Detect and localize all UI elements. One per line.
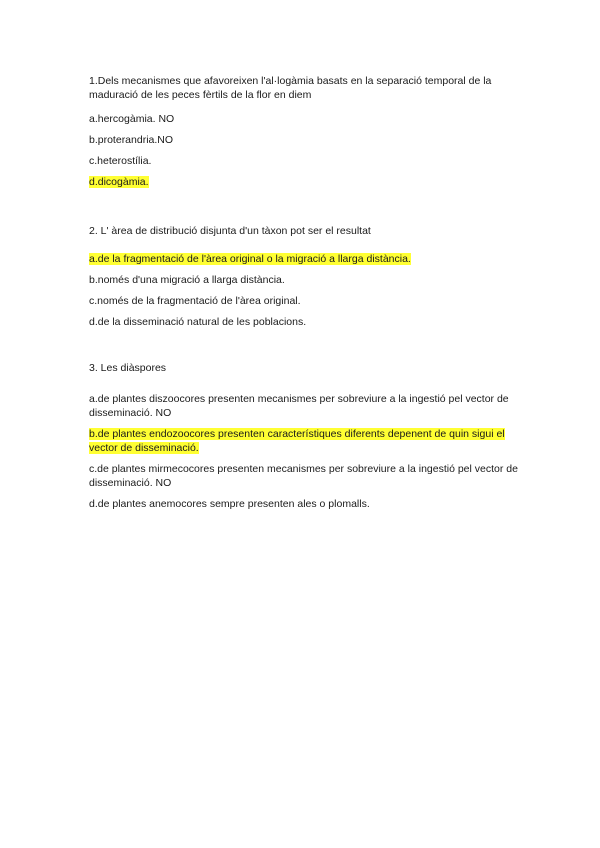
question-2-option-c: c.només de la fragmentació de l'àrea original. [89,295,301,307]
question-3 [89,361,529,518]
highlighted-answer: d.dicogàmia. [89,176,149,188]
question-2 [89,224,529,336]
question-3-title: 3. Les diàspores [89,362,167,374]
question-3-option-b [89,427,529,455]
question-2-title: 2. L' àrea de distribució disjunta d'un tàxon pot ser el resultat [89,225,371,237]
question-1-title: 1.Dels mecanismes que afavoreixen l'al·logàmia basats en la separació temporal de la maduració de les peces fèrtils de la flor en diem [89,75,492,101]
question-1-option-c: c.heterostília. [89,155,152,167]
question-2-option-d: d.de la disseminació natural de les poblacions. [89,316,307,328]
question-3-option-d: d.de plantes anemocores sempre presenten ales o plomalls. [89,498,370,510]
highlighted-answer: b.de plantes endozoocores presenten característiques diferents depenent de quin sigui el vector de disseminació. [89,428,505,454]
question-1-option-d [89,175,529,189]
question-1 [89,74,529,196]
question-2-option-a [89,252,529,266]
highlighted-answer: a.de la fragmentació de l'àrea original o la migració a llarga distància. [89,253,411,265]
question-1-option-a: a.hercogàmia. NO [89,113,175,125]
question-1-option-b: b.proterandria.NO [89,134,174,146]
question-3-option-c: c.de plantes mirmecocores presenten mecanismes per sobreviure a la ingestió pel vector de disseminació. NO [89,463,518,489]
question-3-option-a: a.de plantes diszoocores presenten mecanismes per sobreviure a la ingestió pel vector de disseminació. NO [89,393,509,419]
question-2-option-b: b.només d'una migració a llarga distància. [89,274,285,286]
